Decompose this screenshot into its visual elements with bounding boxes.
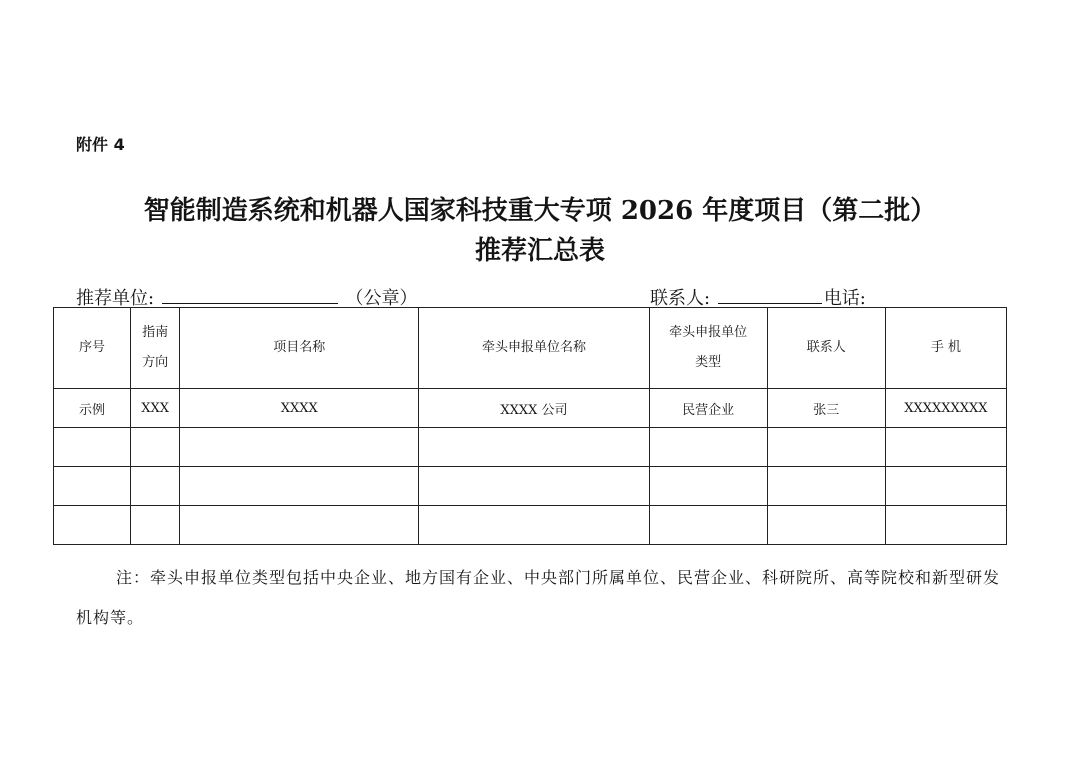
- cell-project-name: [180, 467, 419, 506]
- contact-blank: [718, 283, 822, 304]
- cell-project-name: [180, 428, 419, 467]
- header-lead-unit-type-line2: 类型: [695, 355, 722, 370]
- table-row: [54, 467, 1007, 506]
- table-row: [54, 428, 1007, 467]
- cell-lead-unit-name: [419, 467, 649, 506]
- cell-lead-unit-type: 民营企业: [649, 389, 767, 428]
- cell-mobile: XXXXXXXXX: [885, 389, 1006, 428]
- cell-guide: [131, 428, 180, 467]
- recommending-unit-blank: [162, 283, 338, 304]
- table-row: [54, 506, 1007, 545]
- header-guide-line1: 指南: [142, 325, 169, 340]
- cell-guide: XXX: [131, 389, 180, 428]
- header-mobile: 手 机: [885, 308, 1006, 389]
- header-lead-unit-type: [649, 308, 767, 389]
- footnote: 注：牵头申报单位类型包括中央企业、地方国有企业、中央部门所属单位、民营企业、科研院所、高等院校和新型研发机构等。: [76, 568, 1001, 627]
- cell-seq: [54, 506, 131, 545]
- cell-seq: 示例: [54, 389, 131, 428]
- contact-label: 联系人:: [650, 288, 711, 309]
- cell-lead-unit-type: [649, 506, 767, 545]
- header-lead-unit-type-line1: 牵头申报单位: [669, 325, 748, 340]
- cell-guide: [131, 467, 180, 506]
- cell-contact: 张三: [767, 389, 885, 428]
- phone-label: 电话:: [823, 288, 866, 309]
- recommending-unit-label: 推荐单位:: [76, 288, 155, 309]
- table-header-row: [54, 308, 1007, 389]
- header-guide-direction: [131, 308, 180, 389]
- header-seq: 序号: [54, 308, 131, 389]
- seal-label: （公章）: [345, 288, 418, 309]
- cell-project-name: [180, 506, 419, 545]
- document-title: 智能制造系统和机器人国家科技重大专项 2026 年度项目（第二批）: [143, 196, 937, 226]
- cell-contact: [767, 506, 885, 545]
- cell-mobile: [885, 467, 1006, 506]
- recommendation-summary-table: [53, 307, 1007, 545]
- header-contact: 联系人: [767, 308, 885, 389]
- cell-lead-unit-name: XXXX 公司: [419, 389, 649, 428]
- cell-lead-unit-name: [419, 428, 649, 467]
- cell-seq: [54, 428, 131, 467]
- cell-contact: [767, 428, 885, 467]
- cell-mobile: [885, 506, 1006, 545]
- header-project-name: 项目名称: [180, 308, 419, 389]
- table-row: [54, 389, 1007, 428]
- header-lead-unit-name: 牵头申报单位名称: [419, 308, 649, 389]
- document-subtitle: 推荐汇总表: [474, 236, 605, 266]
- cell-project-name: XXXX: [180, 389, 419, 428]
- cell-lead-unit-name: [419, 506, 649, 545]
- cell-contact: [767, 467, 885, 506]
- cell-mobile: [885, 428, 1006, 467]
- cell-lead-unit-type: [649, 428, 767, 467]
- cell-seq: [54, 467, 131, 506]
- attachment-label: 附件 4: [76, 135, 125, 154]
- cell-guide: [131, 506, 180, 545]
- header-guide-line2: 方向: [142, 355, 169, 370]
- cell-lead-unit-type: [649, 467, 767, 506]
